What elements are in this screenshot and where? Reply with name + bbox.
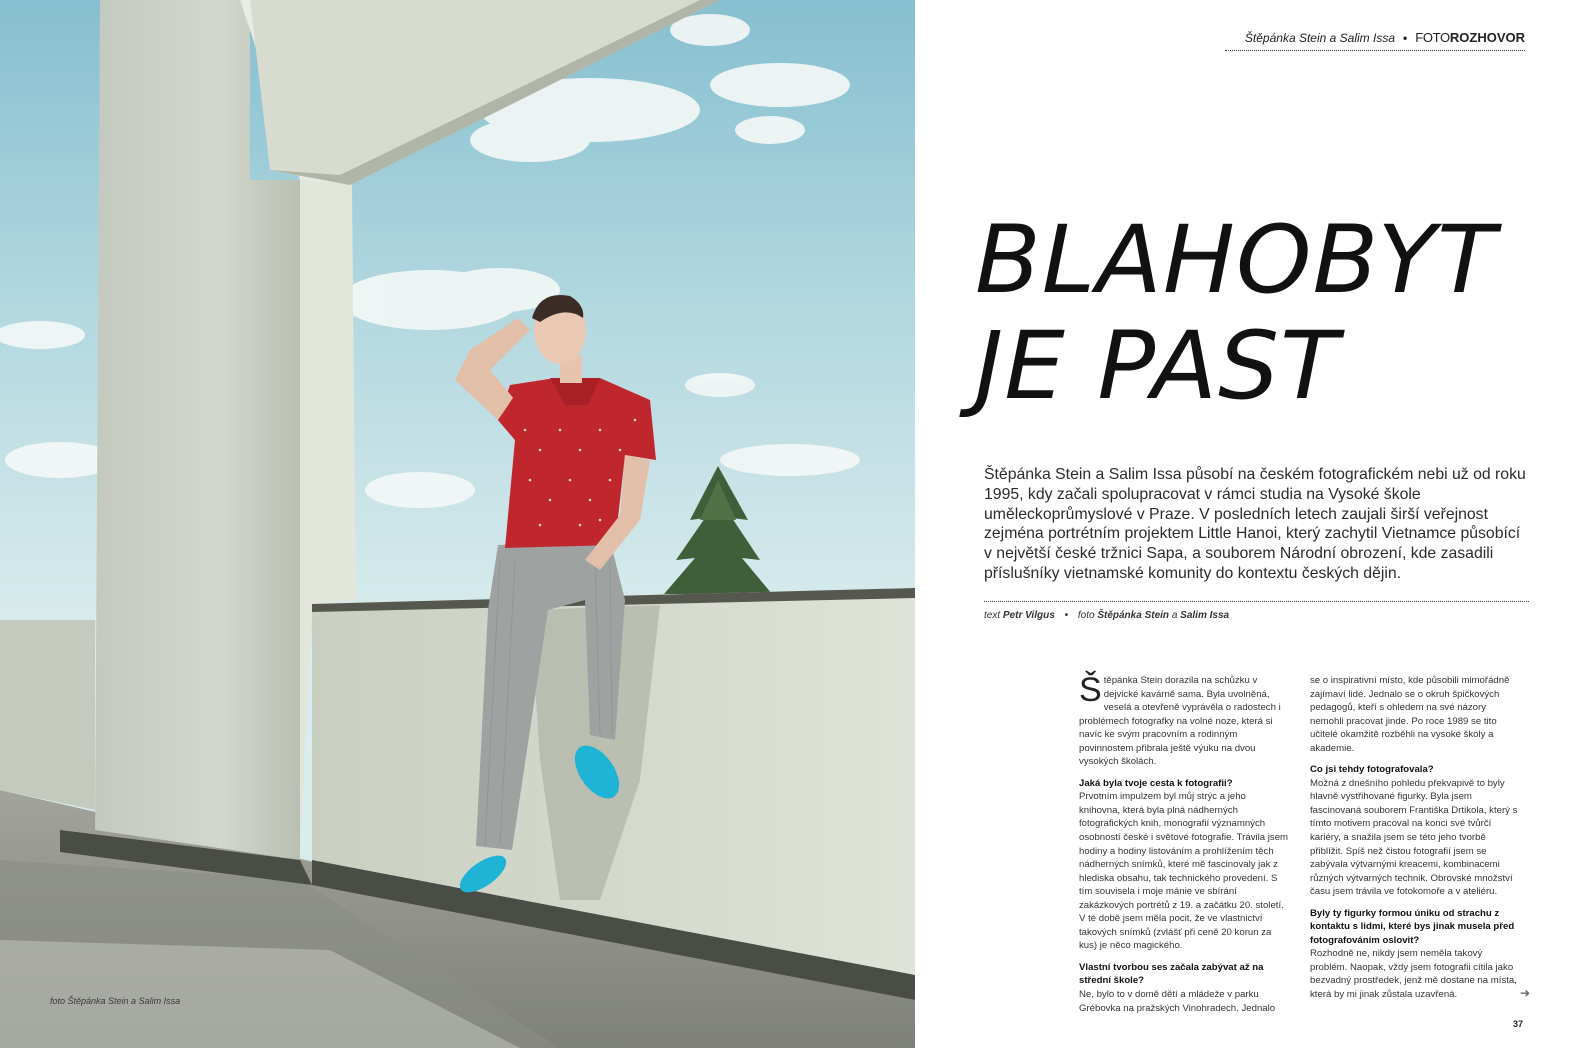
question-3: Co jsi tehdy fotografovala? — [1310, 764, 1434, 776]
page-number: 37 — [1513, 1019, 1524, 1029]
lead-paragraph: Štěpánka Stein a Salim Issa působí na českém fotografickém nebi už od roku 1995, kdy začali spolupracovat v rámci studia na Vysoké škole uměleckoprůmyslové v Praze. V posledních letech zaujali širší veřejnost zejména portrétním projektem Little Hanoi, který zachytil Vietnamce působící v největší české tržnici Sapa, a souborem Národní obrození, kde zasadili příslušníky vietnamské komunity do kontextu českých dějin. — [984, 466, 1526, 582]
byline-foto-author-1: Štěpánka Stein — [1097, 610, 1170, 621]
article-page — [915, 0, 1570, 1048]
section-label-light: FOTO — [1415, 30, 1450, 45]
intro-text: těpánka Stein dorazila na schůzku v dejvické kavárně sama. Byla uvolněná, veselá a otevřeně vyprávěla o radostech i problémech fotografky na volné noze, která si navíc ke svým pracovním a rodinným povinnostem přibrala ještě výuku na dvou vysokých školách. — [1079, 675, 1281, 768]
lead-divider — [984, 601, 1529, 602]
running-head-bullet: • — [1403, 31, 1408, 45]
answer-3: Možná z dnešního pohledu překvapivě to byly hlavně vystřihované figurky. Byla jsem fascinovaná souborem Františka Drtikola, který s tímto motivem pracoval na konci své tvůrčí kariéry, a snažila jsem se této jeho tvorbě přiblížit. Spíš než čistou fotografií jsem se zabývala výtvarnými kreacemi, kombinacemi různých výtvarných technik. Obrovské množství času jsem trávila ve fotokomoře a v ateliéru. — [1310, 777, 1518, 898]
body-column-2 — [1310, 674, 1520, 1002]
continue-arrow-icon: ➔ — [1520, 986, 1531, 1000]
left-wall — [0, 620, 95, 810]
question-4: Byly ty figurky formou úniku od strachu z kontaktu s lidmi, které bys jinak musela před fotografováním oslovit? — [1310, 907, 1515, 946]
photo-credit: foto Štěpánka Stein a Salim Issa — [50, 996, 181, 1006]
section-label-bold: ROZHOVOR — [1449, 30, 1525, 45]
title-line-1: BLAHOBYT — [975, 206, 1497, 315]
drop-cap: Š — [1079, 671, 1102, 709]
intro-paragraph — [1079, 671, 1289, 769]
continued-paragraph: se o inspirativní místo, kde působili mimořádně zajímaví lidé. Jednalo se o okruh špičkových pedagogů, kteří s ohledem na své názory nemohli pracovat jinde. Po roce 1989 se tito učitelé okamžitě rozběhli na vysoké školy a akademie. — [1310, 675, 1510, 754]
answer-1: Prvotním impulzem byl můj strýc a jeho knihovna, která byla plná nádherných fotografických knih, monografií významných osobností české i světové fotografie. Trávila jsem hodiny a hodiny listováním a prohlížením těch nádherných snímků, které mě fascinovaly jak z hlediska obsahu, tak technického provedení. S tím souvisela i moje mánie ve sbírání zakázkových portrétů z 19. a začátku 20. století. V té době jsem měla pocit, že ve vlastnictví takových snímků (zvlášť při ceně 20 korun za kus) je něco magického. — [1079, 791, 1289, 952]
answer-2: Ne, bylo to v domě dětí a mládeže v parku Grébovka na pražských Vinohradech. Jednalo — [1079, 989, 1276, 1014]
byline-and: a — [1171, 610, 1178, 621]
running-head — [1225, 30, 1525, 51]
title-line-2: JE PAST — [975, 312, 1340, 421]
question-1: Jaká byla tvoje cesta k fotografii? — [1079, 777, 1233, 789]
question-2: Vlastní tvorbou ses začala zabývat až na střední škole? — [1079, 961, 1264, 987]
byline-foto-label: foto — [1077, 610, 1095, 621]
byline-text-label: text — [984, 610, 1001, 621]
byline-foto-author-2: Salim Issa — [1180, 610, 1230, 621]
running-head-authors: Štěpánka Stein a Salim Issa — [1244, 31, 1395, 45]
byline-text-author: Petr Vilgus — [1002, 610, 1055, 621]
answer-4: Rozhodně ne, nikdy jsem neměla takový problém. Naopak, vždy jsem fotografii cítila jako bezvadný prostředek, jenž mě dostane na místa, která by mi jinak zůstala uzavřená. — [1310, 948, 1517, 1001]
body-column-1 — [1079, 671, 1289, 1015]
byline-bullet: • — [1064, 610, 1069, 621]
article-title — [975, 208, 1505, 420]
byline — [984, 610, 1229, 621]
